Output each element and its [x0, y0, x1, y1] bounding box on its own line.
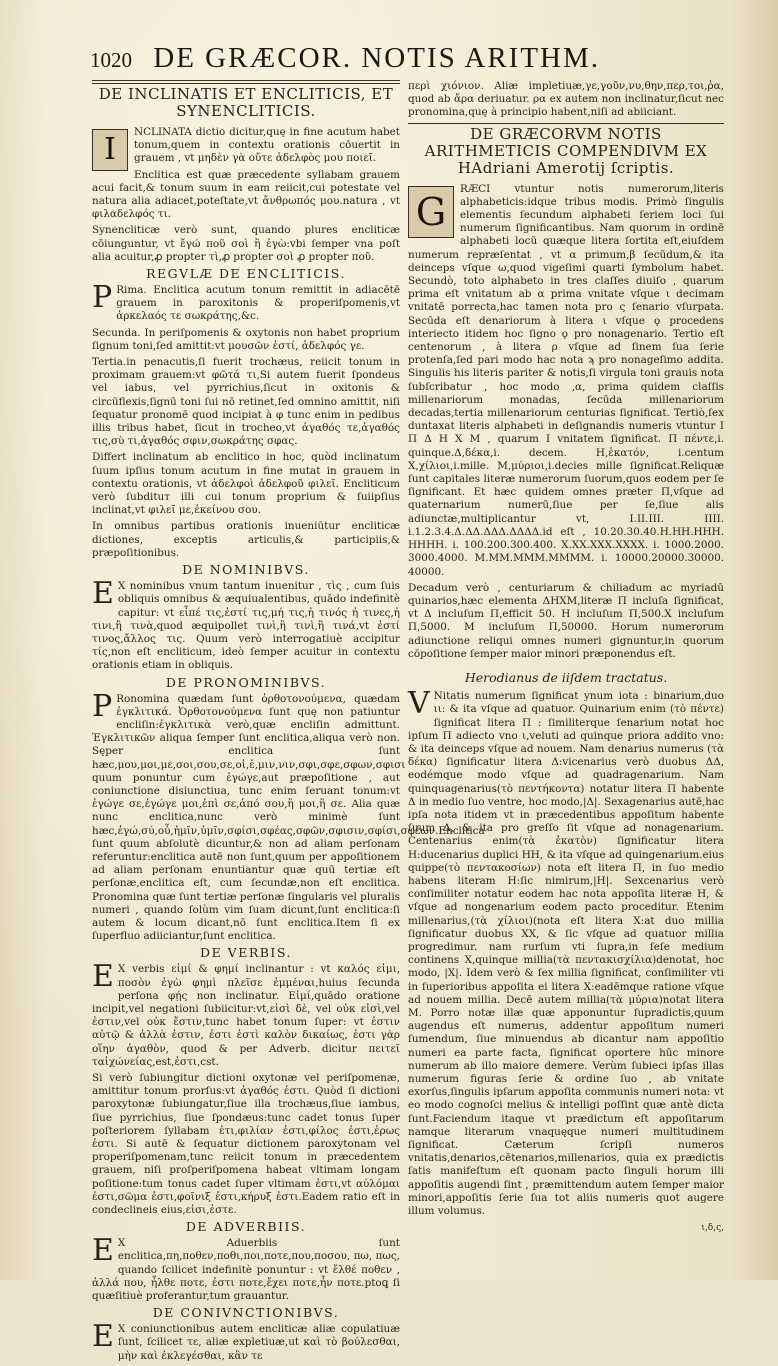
running-head [90, 42, 650, 76]
intro-paragraph: NCLINATA dictio dicitur,quę in fine acutum habet tonum,quem in contextu orationis cōuertit in grauem , vt μηδὲν γὰ οὔτε ἀδελφὸς μου ποιεῖ. [134, 126, 400, 165]
nominibus-paragraph: X nominibus vnum tantum inuenitur , τὶς , cum ſuis obliquis omnibus & æquiualentibus, quādo indefinitè capitur: vt εἶπέ τις,ἐστί τις,μή τις,ἠ τινός ἠ τινες,ἠ τινι,ἢ τινὰ,quod æquipollet τινὶ,ἢ τινὶ,ἢ τινά,vt ἐστί τινος,ἄλλος τις. Quum verò interrogatiuè accipitur τίς,non eſt encliticum, ideò ſemper acuitur in contextu orationis etiam in obliquis. [92, 580, 400, 672]
rule-omnibus: In omnibus partibus orationis inueniūtur encliticæ dictiones, exceptis articulis,& participiis,& præpoſitionibus. [92, 520, 400, 559]
page-number: 1020 [90, 48, 132, 72]
rule-secunda: Secunda. In periſpomenis & oxytonis non habet proprium ſignum toni,ſed amittit:vt μουσῶν ἐστί, ἀδελφός γε. [92, 326, 400, 352]
section-title-notis: DE GRÆCORVM NOTIS ARITHMETICIS COMPENDIVM EX HAdriani Amerotij ſcriptis. [424, 124, 708, 177]
enclitica-paragraph: Enclitica est quæ præcedente syllabam grauem acui facit,& tonum suum in eam reiicit,cui potestate vel natura alia adiacet,poteſtate,vt ἄνθρωπός μου.natura , vt φιλαδελφός τι. [92, 168, 400, 221]
rule-differt: Differt inclinatum ab enclitico in hoc, quòd inclinatum ſuum ipſius tonum acutum in fine mutat in grauem in contextu orationis, vt ἀδελφοὶ ἀδελφοῦ φιλεῖ. Encliticum verò ſubdituт illi cui tonum proprium & ſuiipſius inclinat,vt φιλεῖ με,ἐκείνου σου. [92, 451, 400, 517]
initial-p-pronomina: P [92, 688, 113, 724]
rule-top [92, 80, 400, 81]
compendium-paragraph: RÆCI vtuntur notis numerorum,literis alphabeticis:idque tribus modis. Primò ſingulis elementis ſecundum alphabeti ſeriem loci ſui numerum ſignificantibus. Nam quorum in ordinē alphabeti locū quæque litera ſortita eſt,eiuſdem numerum repræſentat , vt α primum,β ſecūdum,& ita deinceps vſque ω,quod vigeſimi quarti ſymbolum habet. Secundò, toto alphabeto in tres claſſes diuiſo , quarum prima eſt vnitatum ab α prima vnitate vſque ι decimam vnitatē porrecta,hac tamen nota pro ς ſenario vſurpata. Secūda eſt denariorum à litera ι vſque ϙ procedens interiecto itidem hoc ſigno ϙ pro nonagenario. Tertio eſt centenorum , à litera ρ vſque ad ſinem ſua ſerie protenſa,ſed pari modo hac nota ϡ pro nonageſimo addita. Singulis his literis pariter & notis,ſi virgula toni grauis nota ſubſcribatur , hoc modo ,α, prima quidem claſſis millenariorum monadas, ſecūda millenariorum decadas,tertia millenariorum centurias ſignificat. Tertiò,ſex duntaxat literis alphabeti in deſignandis numeris vtuntur Ι Π Δ Η Χ Μ , quarum Ι vnitatem ſignificat. Π πέντε,i. quinque.Δ,δέκα,i. decem. Η,ἑκατόν, i.centum Χ,χίλιοι,i.mille. Μ,μύριοι,i.decies mille ſignificat.Reliquæ ſunt capitales literæ numerorum ſuorum,quos eodem per ſe ſignificant. Et hæc quidem omnes præter Π,vſque ad quaternarium numerū,ſiue per ſe,ſiue alis adiunctæ,multiplicantur vt, I.II.III. IIII. i.1.2.3.4.Δ.ΔΔ.ΔΔΔ.ΔΔΔΔ.id eſt , 10.20.30.40.Η.ΗΗ.ΗΗΗ. ΗΗΗΗ. i. 100.200.300.400. Χ.ΧΧ.ΧΧΧ.ΧΧΧΧ. i. 1000.2000. 3000.4000. Μ.ΜΜ.ΜΜΜ.ΜΜΜΜ. i. 10000.20000.30000. 40000. [408, 182, 724, 578]
rule-mid [408, 123, 724, 124]
verbis-paragraph: X verbis εἰμί & φημί inclinantur : vt καλός εἰμι, ποσὸν ἐγὼ φημὶ πλεῖσε ἐμμέναι,huius ſecunda perſona φῄς non inclinatur. Εἰμί,quādo oratione incipit,vel negationi ſubiicitur:vt,εἰσὶ δὲ, vel οὐκ εἰσὶ,vel ἐστιν,vel οὐκ ἔστιν,tunc habet tonum ſuper: vt ἐστιν αὐτῷ & ἀλλὰ ἐστιν, ἐστι ἐστὶ καλὸν δικαίως, ἐστι γὰρ οἵην ἀγαθὸν, quod & per Adverb. dicitur πειτεῖ ταἰχώνείας,est,ἐστι,cst. [92, 963, 400, 1068]
drop-cap-g: G [408, 186, 454, 238]
decadum-paragraph: Decadum verò , centuriarum & chiliadum ac myriadū quinarios,hæc elementa ΔΗΧΜ,literæ Π incluſa ſignificat, vt Δ incluſum Π,efficit 50. Η incluſum Π,500.Χ incluſum Π,5000. Μ incluſum Π,50000. Horum numerorum adiunctione reliqui omnes numeri gignuntur,in quorum cōpoſitione ſemper maior minori præponendus eſt. [408, 581, 724, 660]
right-column [408, 80, 724, 1235]
synenclitica-paragraph: Synencliticæ verò sunt, quando plures encliticæ cōiunguntur, vt ἔγώ ποῦ σοὶ ἢ ἐγὼ:vbi ſemper vna poſt alia acuitur,ꝓ propter τὶ,ꝓ propter σοὶ ꝓ propter ποῦ. [92, 224, 400, 263]
left-column [92, 80, 485, 1366]
heading-pronominibus: DE PRONOMINIBVS. [165, 674, 327, 690]
heading-verbis: DE VERBIS. [200, 945, 292, 961]
rule-tertia: Tertia.in penacutis,ſi fuerit trochæus, reiicit tonum in proximam grauem:vt φῶτά τι,Si autem fuerit ſpondeus vel iabus, vel pyrrichius,ſicut in oxitonis & circūflexis,ſignū toni ſui nō retinet,ſed omnino amittit, niſi ſequatur pronomē quod incipiat à φ tunc enim in pedibus illis tribus habet, ſicut in trocheo,vt ἀγαθός τε,ἀγαθός τις,σὺ τι,ἀγαθός σφιν,σωκράτης σφας. [92, 356, 400, 448]
heading-nominibus: DE NOMINIBVS. [182, 562, 310, 578]
rule-top-2 [92, 83, 400, 84]
pronominibus-paragraph: Ronomina quædam ſunt ὀρθοτονούμενα, quædam ἐγκλιτικά. Ὀρθοτονούμενα ſunt quę non patiuntur encliſin:ἐγκλιτικὰ verò,quæ encliſin admittunt. Ἐγκλιτικῶν aliqua ſemper ſunt enclitica,aliqua verò non. Sęper enclitica ſunt hæc,μου,μοι,με,σοι,σου,σε,οἱ,ἑ,μιν,νιν,σφι,σφε,σφων,σφισι quum ponuntur cum ἐγώγε,aut præpoſitione , aut coniunctione disiunctiua, tunc enim ſeruant tonum:vt ἐγώγε σε,ἐγώγε μοι,ἐπὶ σε,ἀπό σου,ἢ μοι,ἢ σε. Alia quæ nunc enclitica,nunc verò minimè ſunt hæc,ἐγώ,σύ,οὗ,ἡμῖν,ὑμῖν,σφίσι,σφέας,σφῶν,σφισιν,σφίσι,σφέων.Enclitica ſunt quum abſolutè dicuntur,& non ad aliam perſonam referuntur:enclitica autē non ſunt,quum per appoſitionem ad aliam perſonam enuntiantur quæ quū tertiæ eſt perſonæ,enclitica eſt, cum ſecundæ,non eſt enclitica. Pronomina quæ ſunt tertiæ perſonæ ſingularis vel pluralis numeri , quando ſolùm vim ſuam dicunt,ſunt enclitica:ſi autem & locum dicant,nō ſunt enclitica.Item ſi ex ſuperfluo adiiciantur,ſunt enclitica. [92, 692, 485, 943]
herodianus-paragraph: Nitatis numerum ſignificat ynum iota : binarium,duo ιι: & ita vſque ad quatuor. Quinarium enim (τὸ πέντε) ſignificat litera Π : ſimiliterque ſenarium notat hoc ipſum Π adiecto vno ι,veluti ad quinque priora addito vno: & ita deinceps vſque ad nouem. Nam denarius numerus (τὰ δέκα) ſignificatur litera Δ:vicenarius verò duobus ΔΔ, eodémque modo vſque ad quadragenarium. Nam quinquagenarius(τὸ πεντήκοντα) notatur litera Π habente Δ in medio ſuo ventre, hoc modo,|Δ|. Sexagenarius autē,hac ipſa nota itidem vt in præcedentibus appoſitum habente ſuum Δ, & ita pro greſſo ſit vſque ad nonagenarium. Centenarius enim(τὰ ἑκατὸν) ſignificatur litera Η:ducenarius duplici ΗΗ, & ita vſque ad quingenarium.eius quippe(τὸ πεντακοσίων) nota eſt litera Π, in ſuo medio habens literam Η:ſic nimirum,|Η|. Sexcenarius verò conſimiliter notatur eodem hac nota appoſita literæ Η, & vſque ad nongenarium eodem pacto proceditur. Etenim millenarius,(τὰ χίλιοι)(nota eſt litera Χ:at duo millia ſignificatur duobus ΧΧ, & ſic vſque ad quatuor millia progredimur. nam rurſum vti ſupra,in ſeſe medium continens Χ,quinque millia(τὰ πεντακισχίλια)denotat, hoc modo, |Χ|. Idem verò & ſex millia ſignificat, conſimiliter vti in ſuperioribus appoſita ei litera Χ:eadēmque ratione vſque ad nouem millia. Decē autem millia(τὰ μύρια)notat litera Μ. Porro notæ illæ quæ apponuntur ſupradictis,quum augendus eſt numerus, addentur appoſitum numeri ſumendum, ſiue minuendus ab dicantur nam appoſitio numeri ea parte facta, ſignificat oportere hūc minore numerum ab illo maiore demere. Verùm ſubieci ipſas illas numerum figuras ſerie & ordine ſuo , ab vnitate exorſus,ſingulis ipſarum appoſita communis numeri nota: vt eo modo cognoſci melius & intelligi poſſint quæ antè dicta ſunt.Faciendum itaque vt prædictum eſt appoſitarum namque literarum vnaquęque numeri multitudinem ſignificat. Cæterum ſcripſi numeros vnitatis,denarios,cētenarios,millenarios, quia ex prædictis ſatis manifeſtum eſt quonam pacto ſinguli horum illi appoſitis augendi ſint , præmittendum autem ſemper maior minori,appoſitis ſerie ſua tot aliis numeris quot augere illum volumus. [408, 690, 724, 1218]
initial-e-nominibus: E [92, 576, 114, 612]
initial-e-coniunctionibus: E [92, 1319, 114, 1355]
heading-regulae: REGVLÆ DE ENCLITICIS. [146, 266, 346, 282]
initial-e-adverbiis: E [92, 1233, 114, 1269]
heading-adverbiis: DE ADVERBIIS. [185, 1219, 307, 1235]
adverbiis-paragraph: X Aduerbiis ſunt enclitica,πη,ποθεν,ποθι,ποι,ποτε,που,ποσου, πω, πως, quando ſcilicet indefinitè ponuntur : vt ἔλθέ ποθεν , ἀλλά που, ἦλθε ποτε, ἐστι ποτε,ἔχει ποτε,ἦν ποτε.ptoꝗ ſi quæſitiuè proferantur,tum grauantur. [92, 1237, 400, 1303]
rule-prima: Rima. Enclitica acutum tonum remittit in adiacētē grauem in paroxitonis & properiſpomenis,vt ἀρκελαός τε σωκράτης,&c. [116, 284, 400, 323]
running-title: DE GRÆCOR. NOTIS ARITHM. [153, 42, 601, 74]
continuation-paragraph: περὶ χιόνιον. Aliæ impletiuæ,γε,γοῦν,νυ,θην,περ,τοι,ῥα, quod ab ἄρα deriuatur. ρα ex autem non inclinatur,ſicut nec pronomina,quę à principio habent,niſi ad abiiciant. [408, 80, 724, 119]
initial-p-prima: P [92, 280, 113, 316]
catchword: ι,δ,ς, [701, 1223, 724, 1234]
initial-e-verbis: E [92, 959, 114, 995]
verbis-paragraph-2: Si verò ſubiungitur dictioni oxytonæ vel periſpomenæ, amittitur tonum prorſus:vt ἀγαθός ἐστι. Quòd ſi dictioni paroxytonæ ſubiungatur,ſiue illa trochæus,ſiue iambus, ſiue pyrrichius, ſiue ſpondæus:tunc cadet tonus ſuper poſteriorem ſyllabam ἑτι,φιλίαν ἐστι,φίλος ἐστι,ἐρως ἐστι. Si autē & ſequatur dictionem paroxytonam vel properiſpomenam,tunc reiicit tonum in præcedentem grauem, niſi proſperiſpomena habeat vltimam longam poſitione:tum tonus cadet ſuper vltimam ἐστι,vt αὐλόμαι ἐστι,σῶμα ἐστι,φοῖνιξ ἐστι,κήρυξ ἐστι.Eadem ratio eſt in condeclineis eius,εἰσι,ἐστε. [92, 1072, 400, 1217]
initial-v-herodianus: V [408, 686, 430, 722]
heading-coniunctionibus: DE CONIVNCTIONIBVS. [152, 1305, 340, 1321]
section-title-inclinatis: DE INCLINATIS ET ENCLITICIS, ET SYNENCLITICIS. [98, 85, 394, 120]
heading-herodianus: Herodianus de iiſdem tractatus. [464, 669, 668, 685]
coniunctionibus-paragraph: X coniunctionibus autem encliticæ aliæ copulatiuæ ſunt, ſcilicet τε, aliæ expletiuæ,ut καὶ τὸ βούλεσθαι, μὴν καὶ ἐκλεγέσθαι, κἂν τε [117, 1323, 400, 1362]
drop-cap-i: I [92, 129, 128, 171]
